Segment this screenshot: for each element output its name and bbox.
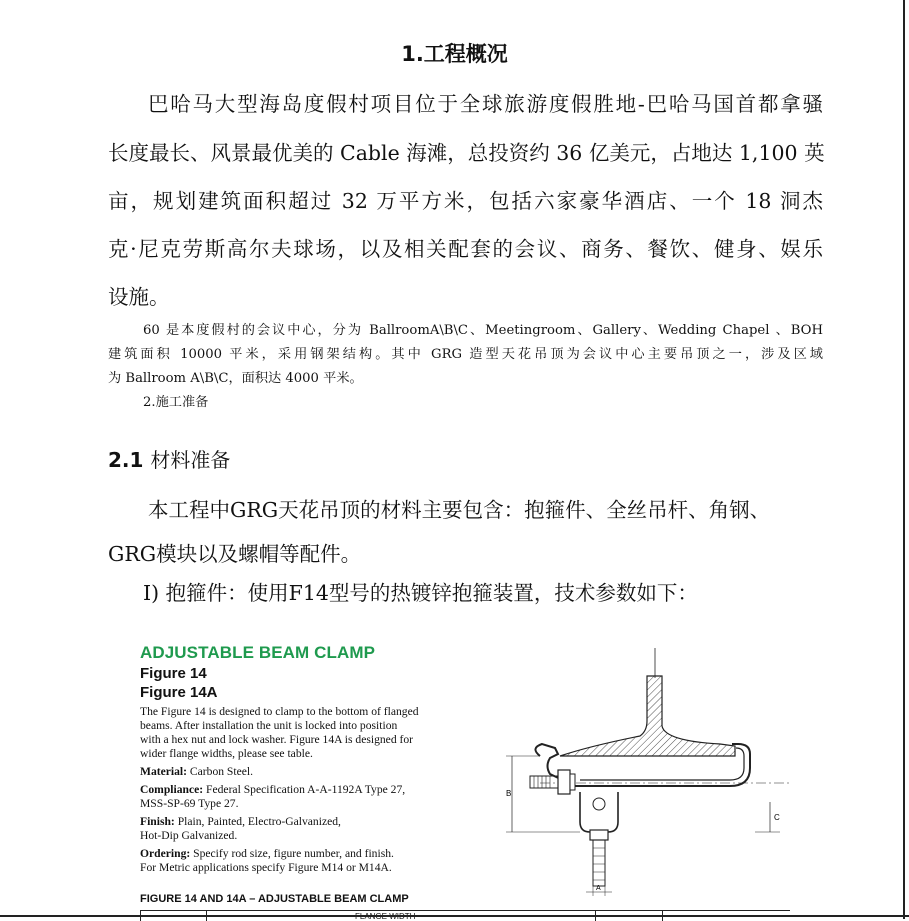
materials-line-1: 本工程中GRG天花吊顶的材料主要包含：抱箍件、全丝吊杆、角钢、 [148,498,771,522]
figure-material [140,765,470,779]
compliance-value: Federal Specification A-A-1192A Type 27, [206,783,406,796]
materials-line-2: GRG模块以及螺帽等配件。 [108,542,362,566]
finish-value: Hot-Dip Galvanized. [140,829,238,842]
page-edge-bottom [0,915,909,917]
finish-value: Plain, Painted, Electro-Galvanized, [177,815,341,828]
desc-line: beams. After installation the unit is locked into position [140,719,398,732]
finish-label: Finish: [140,815,175,828]
desc-line: The Figure 14 is designed to clamp to the bottom of flanged [140,705,419,718]
beam-clamp-drawing [500,646,800,896]
section-2-1-heading [108,444,230,473]
beam-clamp-figure [140,640,800,920]
figure-ordering [140,847,470,875]
lock-washer [570,774,575,790]
figure-caption: FIGURE 14 AND 14A – ADJUSTABLE BEAM CLAMP [140,893,409,905]
desc-line: wider flange widths, please see table. [140,747,313,760]
rod-nut [590,830,608,840]
figure-description [140,705,470,761]
intro-line-3: 亩，规划建筑面积超过 32 万平方米，包括六家豪华酒店、一个 18 洞杰 [108,189,823,213]
figure-sub-1: Figure 14 [140,665,207,682]
figure-finish [140,815,470,843]
ordering-value: For Metric applications specify Figure M14 or M14A. [140,861,392,874]
section-2-heading: 2.施工准备 [143,395,209,410]
dim-a-label: A [596,885,601,892]
ordering-label: Ordering: [140,847,191,860]
figure-sub-2: Figure 14A [140,684,218,701]
ordering-value: Specify rod size, figure number, and finish. [193,847,394,860]
material-label: Material: [140,765,187,778]
page-edge-right [903,0,905,919]
materials-item-1: Ⅰ) 抱箍件：使用F14型号的热镀锌抱箍装置，技术参数如下： [143,581,698,605]
section-number: 2.1 [108,448,144,472]
figure-compliance [140,783,470,811]
intro-line-2: 长度最长、风景最优美的 Cable 海滩，总投资约 36 亿美元，占地达 1,100 英 [108,141,825,165]
meeting-line-3: 为 Ballroom A\B\C，面积达 4000 平米。 [108,371,363,386]
intro-line-1: 巴哈马大型海岛度假村项目位于全球旅游度假胜地-巴哈马国首都拿骚 [148,92,823,116]
figure-heading: ADJUSTABLE BEAM CLAMP [140,643,376,662]
intro-line-5: 设施。 [108,285,170,309]
meeting-line-2: 建筑面积 10000 平米，采用钢架结构。其中 GRG 造型天花吊顶为会议中心主要吊顶之一，涉及区域 [108,347,823,362]
hex-nut [558,770,570,794]
meeting-line-1: 60 是本度假村的会议中心，分为 BallroomA\B\C、Meetingroom、Gallery、Wedding Chapel 、BOH [143,323,823,338]
desc-line: with a hex nut and lock washer. Figure 14A is designed for [140,733,414,746]
section-title: 材料准备 [150,448,231,472]
page-title: 1.工程概况 [401,42,508,66]
dim-b-label: B [506,789,512,798]
compliance-label: Compliance: [140,783,204,796]
beam-flange [560,676,735,756]
material-value: Carbon Steel. [189,765,254,778]
dim-c-label: C [774,813,780,822]
threaded-rod [593,840,605,886]
compliance-value: MSS-SP-69 Type 27. [140,797,239,810]
intro-line-4: 克·尼克劳斯高尔夫球场，以及相关配套的会议、商务、餐饮、健身、娱乐 [108,237,823,261]
